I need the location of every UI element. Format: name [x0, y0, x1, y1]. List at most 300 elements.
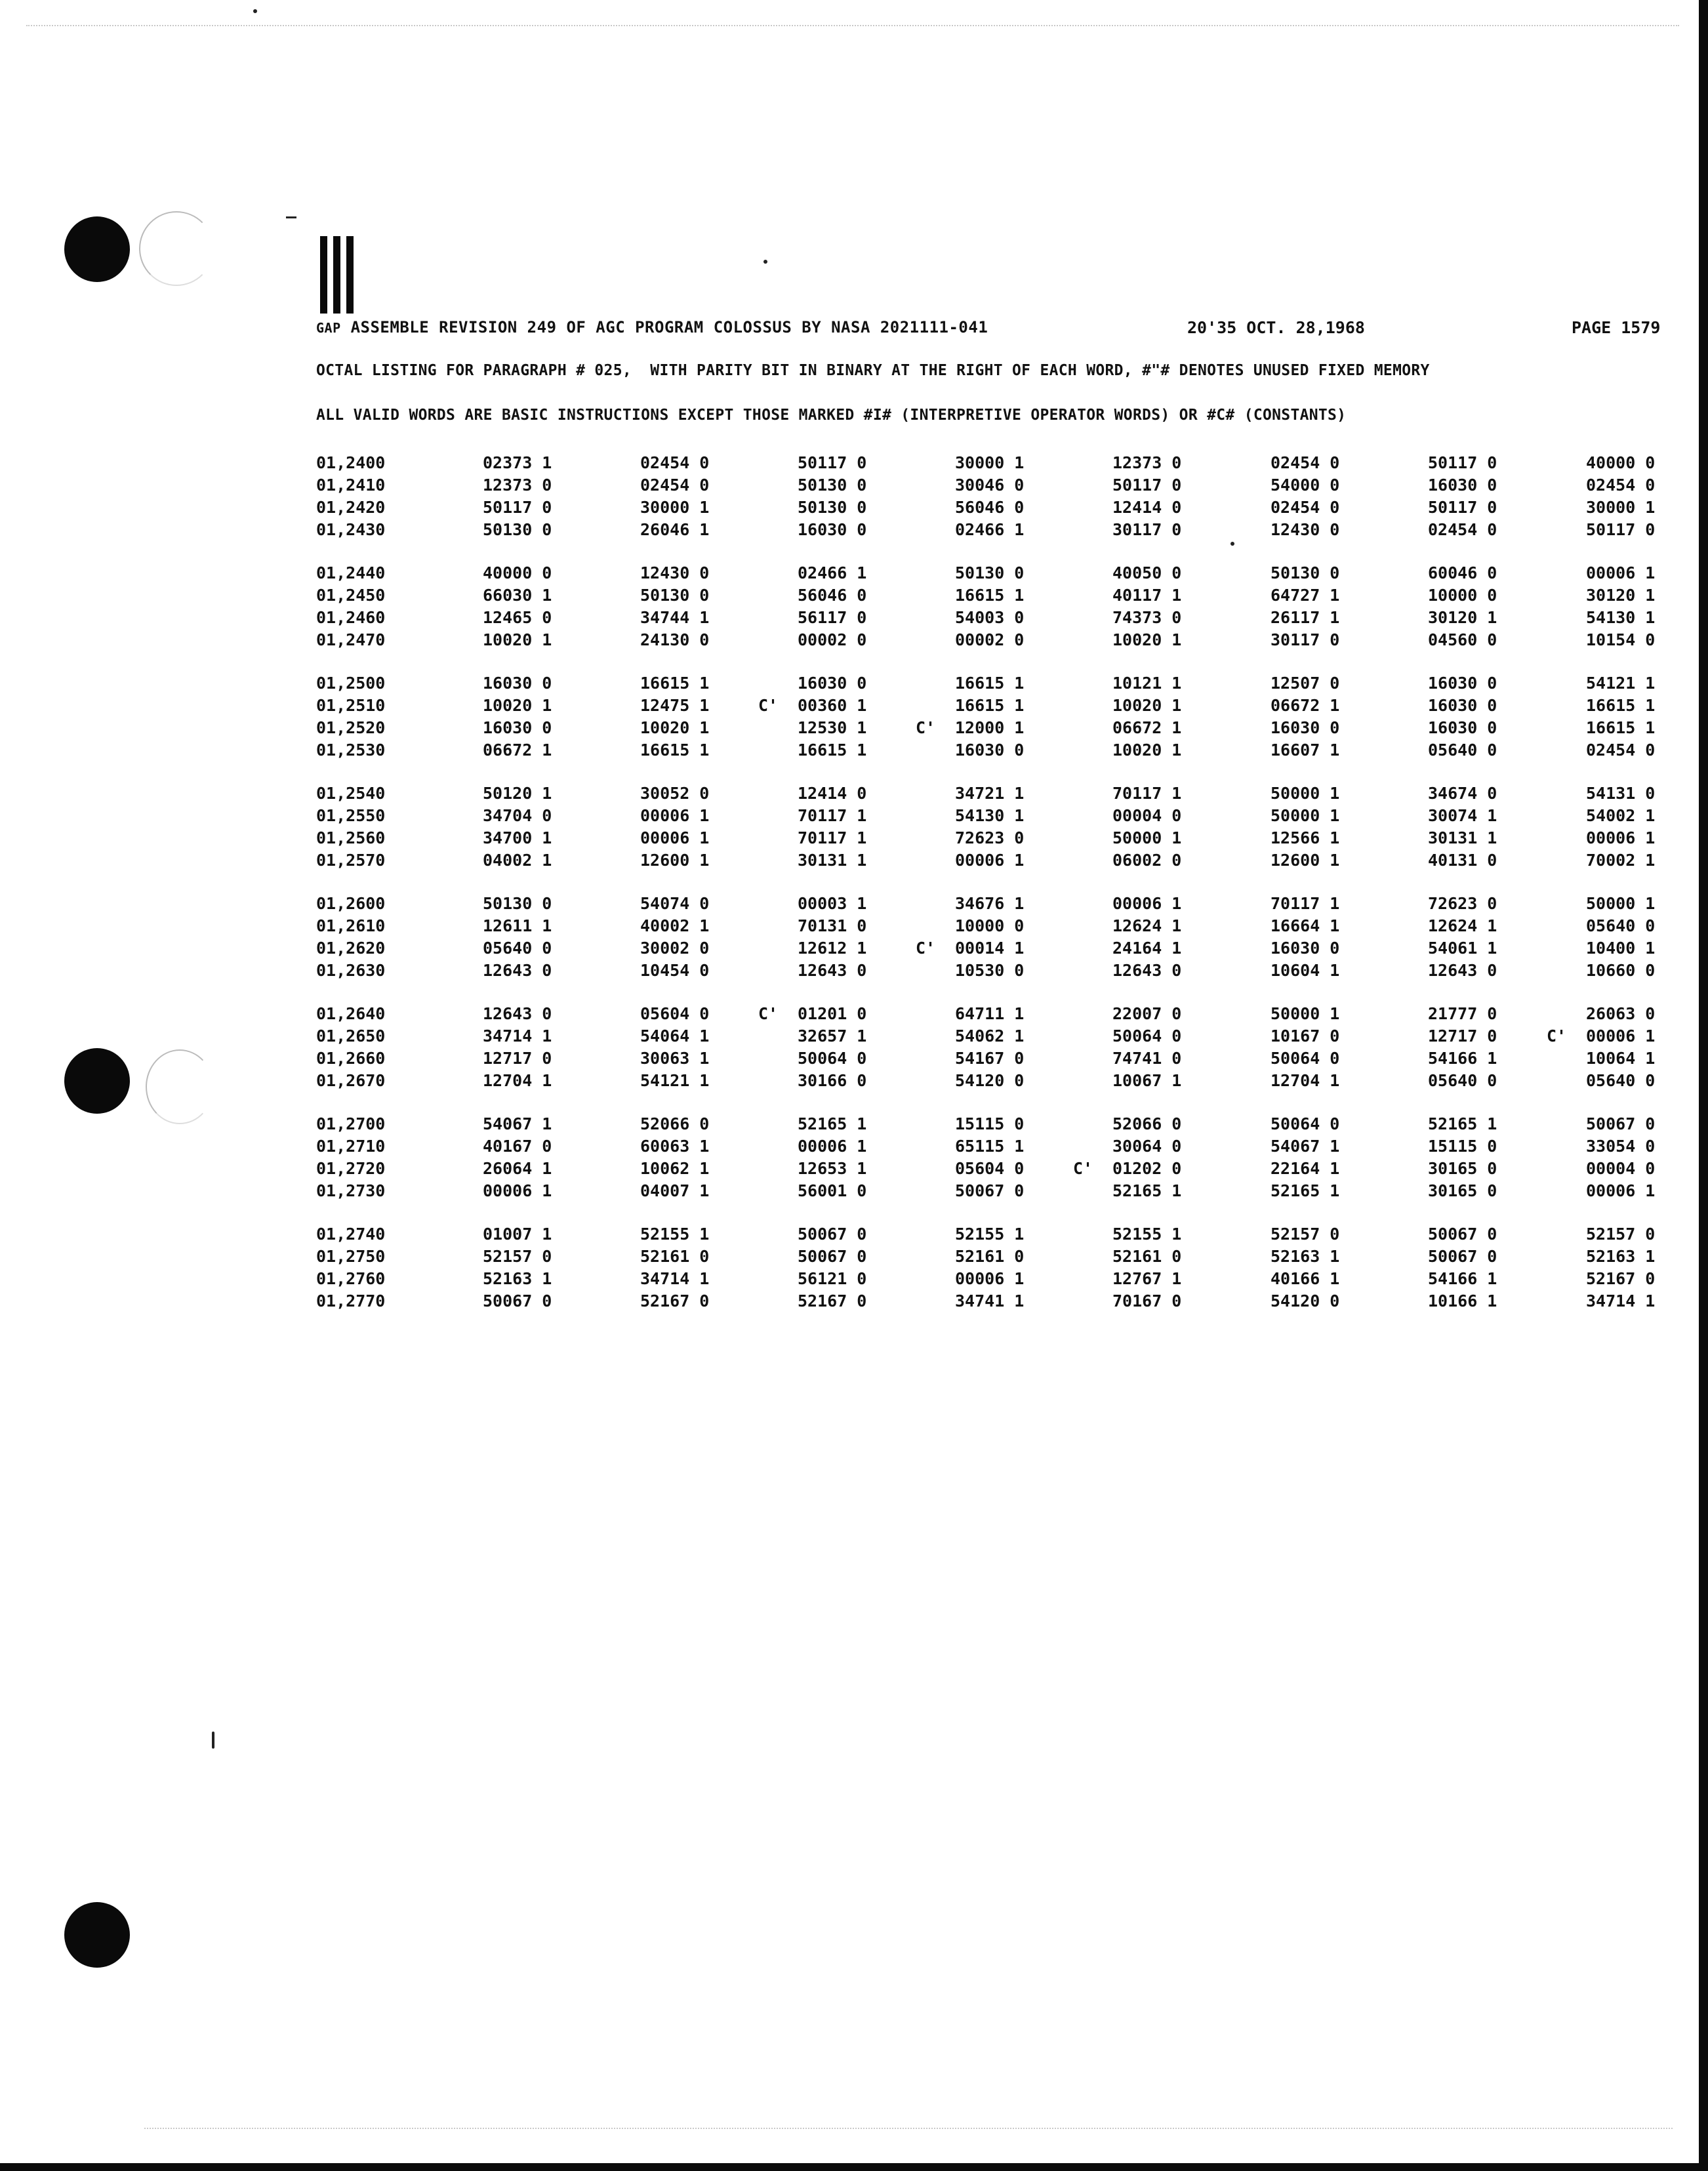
octal-word: 72623 0 — [955, 828, 1025, 847]
octal-word: 10020 1 — [1112, 696, 1182, 715]
scan-edge-bottom — [144, 2128, 1673, 2129]
octal-word: 52157 0 — [1586, 1225, 1656, 1244]
octal-word: 52167 0 — [1586, 1269, 1656, 1288]
octal-word: 30052 0 — [640, 784, 710, 803]
memory-address: 01,2650 — [316, 1026, 386, 1045]
octal-word: 16030 0 — [955, 741, 1025, 760]
octal-word: 40002 1 — [640, 916, 710, 935]
octal-word: 06002 0 — [1112, 851, 1182, 870]
octal-word: 12624 1 — [1112, 916, 1182, 935]
octal-word: 50000 1 — [1271, 784, 1340, 803]
octal-word: 52163 1 — [1586, 1247, 1656, 1266]
octal-word: 30000 1 — [640, 498, 710, 517]
octal-word: 02454 0 — [1428, 520, 1497, 539]
octal-word: 00004 0 — [1586, 1159, 1656, 1178]
octal-word: 05640 0 — [1428, 741, 1497, 760]
octal-word: 10067 1 — [1112, 1071, 1182, 1090]
octal-word: 16615 1 — [955, 674, 1025, 693]
octal-word: 05640 0 — [1428, 1071, 1497, 1090]
octal-word: 12373 0 — [483, 476, 552, 495]
octal-word: 34674 0 — [1428, 784, 1497, 803]
octal-word: 52155 1 — [955, 1225, 1025, 1244]
octal-word: 54120 0 — [955, 1071, 1025, 1090]
octal-word: 56046 0 — [798, 586, 867, 605]
octal-word: 34700 1 — [483, 828, 552, 847]
octal-word: 50130 0 — [483, 894, 552, 913]
octal-word: 02454 0 — [1271, 498, 1340, 517]
octal-word: 12704 1 — [1271, 1071, 1340, 1090]
octal-word: 50117 0 — [1428, 498, 1497, 517]
octal-word: 40166 1 — [1271, 1269, 1340, 1288]
octal-word: 10062 1 — [640, 1159, 710, 1178]
assembly-timestamp: 20'35 OCT. 28,1968 — [1187, 318, 1365, 337]
octal-word: 50117 0 — [1586, 520, 1656, 539]
octal-word: 32657 1 — [798, 1026, 867, 1045]
octal-word: 12643 0 — [1112, 961, 1182, 980]
octal-word: 16615 1 — [1586, 696, 1656, 715]
scan-edge-top — [26, 25, 1679, 26]
octal-word: 54061 1 — [1428, 939, 1497, 958]
octal-word: 16615 1 — [1586, 718, 1656, 737]
octal-word: 12612 1 — [798, 939, 867, 958]
octal-word: 10020 1 — [483, 696, 552, 715]
octal-word: 12643 0 — [1428, 961, 1497, 980]
octal-word: 01202 0 — [1112, 1159, 1182, 1178]
octal-word: 70117 1 — [1271, 894, 1340, 913]
memory-address: 01,2420 — [316, 498, 386, 517]
memory-address: 01,2430 — [316, 520, 386, 539]
octal-word: 50064 0 — [1112, 1026, 1182, 1045]
octal-word: 52165 1 — [1112, 1181, 1182, 1200]
octal-word: 54131 0 — [1586, 784, 1656, 803]
scan-speck — [212, 1732, 214, 1749]
octal-word: 52163 1 — [483, 1269, 552, 1288]
octal-word: 30165 0 — [1428, 1159, 1497, 1178]
memory-address: 01,2410 — [316, 476, 386, 495]
octal-word: 54074 0 — [640, 894, 710, 913]
octal-word: 64711 1 — [955, 1004, 1025, 1023]
octal-word: 30063 1 — [640, 1049, 710, 1068]
octal-word: 02466 1 — [798, 563, 867, 582]
scan-speck — [763, 260, 767, 264]
octal-word: 00002 0 — [955, 630, 1025, 649]
octal-word: 54121 1 — [640, 1071, 710, 1090]
octal-word: 30002 0 — [640, 939, 710, 958]
octal-word: 54067 1 — [483, 1114, 552, 1133]
octal-word: 16615 1 — [798, 741, 867, 760]
memory-address: 01,2520 — [316, 718, 386, 737]
octal-word: 50067 0 — [483, 1291, 552, 1310]
octal-word: 12566 1 — [1271, 828, 1340, 847]
octal-word: 16030 0 — [1428, 718, 1497, 737]
octal-word: 12624 1 — [1428, 916, 1497, 935]
octal-word: 12643 0 — [483, 961, 552, 980]
octal-word: 52167 0 — [640, 1291, 710, 1310]
octal-word: 06672 1 — [1271, 696, 1340, 715]
octal-word: 40167 0 — [483, 1137, 552, 1156]
octal-word: 50130 0 — [640, 586, 710, 605]
octal-word: 04560 0 — [1428, 630, 1497, 649]
octal-word: 00006 1 — [955, 1269, 1025, 1288]
octal-word: 04007 1 — [640, 1181, 710, 1200]
octal-word: 26117 1 — [1271, 608, 1340, 627]
octal-word: 50130 0 — [483, 520, 552, 539]
octal-word: 12000 1 — [955, 718, 1025, 737]
octal-word: 54120 0 — [1271, 1291, 1340, 1310]
octal-word: 02454 0 — [1586, 741, 1656, 760]
octal-word: 30000 1 — [1586, 498, 1656, 517]
octal-word: 10020 1 — [640, 718, 710, 737]
memory-address: 01,2710 — [316, 1137, 386, 1156]
octal-word: 04002 1 — [483, 851, 552, 870]
octal-word: 12530 1 — [798, 718, 867, 737]
octal-word: 00006 1 — [798, 1137, 867, 1156]
octal-word: 52167 0 — [798, 1291, 867, 1310]
memory-address: 01,2500 — [316, 674, 386, 693]
octal-word: 52165 1 — [1271, 1181, 1340, 1200]
octal-word: 12414 0 — [1112, 498, 1182, 517]
octal-word: 16615 1 — [955, 696, 1025, 715]
octal-word: 56001 0 — [798, 1181, 867, 1200]
octal-word: 70002 1 — [1586, 851, 1656, 870]
octal-word: 10604 1 — [1271, 961, 1340, 980]
octal-word: 50130 0 — [1271, 563, 1340, 582]
octal-word: 52163 1 — [1271, 1247, 1340, 1266]
octal-word: 34704 0 — [483, 806, 552, 825]
octal-word: 40000 0 — [1586, 453, 1656, 472]
assembly-title: ASSEMBLE REVISION 249 OF AGC PROGRAM COLOSSUS BY NASA 2021111-041 — [350, 318, 988, 336]
octal-word: 16615 1 — [640, 674, 710, 693]
octal-word: 00360 1 — [798, 696, 867, 715]
octal-word: 00006 1 — [1586, 1181, 1656, 1200]
octal-word: 50120 1 — [483, 784, 552, 803]
memory-address: 01,2640 — [316, 1004, 386, 1023]
octal-word: 54064 1 — [640, 1026, 710, 1045]
octal-word: 21777 0 — [1428, 1004, 1497, 1023]
octal-word: 34714 1 — [640, 1269, 710, 1288]
octal-word: 50000 1 — [1271, 1004, 1340, 1023]
octal-word: 00006 1 — [640, 828, 710, 847]
octal-word: 52157 0 — [1271, 1225, 1340, 1244]
octal-word: 10020 1 — [1112, 741, 1182, 760]
octal-word: 54062 1 — [955, 1026, 1025, 1045]
octal-word: 16030 0 — [1428, 476, 1497, 495]
octal-word: 12507 0 — [1271, 674, 1340, 693]
memory-address: 01,2530 — [316, 741, 386, 760]
octal-word: 54067 1 — [1271, 1137, 1340, 1156]
octal-word: 16030 0 — [483, 718, 552, 737]
punch-hole-middle — [64, 1048, 130, 1114]
octal-word: 10000 0 — [955, 916, 1025, 935]
octal-word: 54121 1 — [1586, 674, 1656, 693]
scan-speck — [1230, 542, 1234, 546]
memory-address: 01,2540 — [316, 784, 386, 803]
octal-word: 05640 0 — [1586, 1071, 1656, 1090]
octal-word: 74373 0 — [1112, 608, 1182, 627]
octal-word: 54003 0 — [955, 608, 1025, 627]
octal-word: 50130 0 — [955, 563, 1025, 582]
octal-word: 00006 1 — [955, 851, 1025, 870]
octal-word: 12600 1 — [640, 851, 710, 870]
octal-word: 26063 0 — [1586, 1004, 1656, 1023]
octal-word: 30120 1 — [1428, 608, 1497, 627]
octal-word: 15115 0 — [955, 1114, 1025, 1133]
octal-word: 50064 0 — [798, 1049, 867, 1068]
octal-word: 66030 1 — [483, 586, 552, 605]
octal-word: 00006 1 — [1586, 828, 1656, 847]
octal-word: 52161 0 — [1112, 1247, 1182, 1266]
listing-description: OCTAL LISTING FOR PARAGRAPH # 025, WITH PARITY BIT IN BINARY AT THE RIGHT OF EACH WORD, #"# DENOTES UNUSED FIXED MEMORY — [316, 362, 1430, 379]
memory-address: 01,2400 — [316, 453, 386, 472]
octal-word: 00004 0 — [1112, 806, 1182, 825]
page-number: PAGE 1579 — [1572, 318, 1661, 337]
octal-word: 02454 0 — [640, 453, 710, 472]
octal-word: 00006 1 — [1586, 563, 1656, 582]
octal-word: 70117 1 — [1112, 784, 1182, 803]
octal-word: 40000 0 — [483, 563, 552, 582]
octal-word: 70117 1 — [798, 828, 867, 847]
octal-word: 50130 0 — [798, 476, 867, 495]
octal-word: 06672 1 — [1112, 718, 1182, 737]
octal-word: 50000 1 — [1112, 828, 1182, 847]
octal-word: 16030 0 — [1428, 696, 1497, 715]
octal-word: 12430 0 — [1271, 520, 1340, 539]
scan-mark — [286, 216, 296, 218]
octal-word: 05640 0 — [1586, 916, 1656, 935]
octal-word: 10660 0 — [1586, 961, 1656, 980]
octal-word: 05604 0 — [640, 1004, 710, 1023]
octal-word: 12767 1 — [1112, 1269, 1182, 1288]
memory-address: 01,2620 — [316, 939, 386, 958]
punch-hole-top — [64, 216, 130, 282]
octal-word: 40050 0 — [1112, 563, 1182, 582]
octal-word: 02373 1 — [483, 453, 552, 472]
octal-word: 34714 1 — [1586, 1291, 1656, 1310]
octal-word: 12643 0 — [483, 1004, 552, 1023]
octal-word: 33054 0 — [1586, 1137, 1656, 1156]
memory-address: 01,2450 — [316, 586, 386, 605]
octal-word: 00006 1 — [640, 806, 710, 825]
octal-word: 12704 1 — [483, 1071, 552, 1090]
memory-address: 01,2660 — [316, 1049, 386, 1068]
octal-word: 30117 0 — [1112, 520, 1182, 539]
octal-word: 50130 0 — [798, 498, 867, 517]
octal-word: 16030 0 — [483, 674, 552, 693]
registration-bar — [333, 236, 340, 314]
octal-word: 22007 0 — [1112, 1004, 1182, 1023]
memory-address: 01,2600 — [316, 894, 386, 913]
octal-word: 74741 0 — [1112, 1049, 1182, 1068]
octal-word: 56117 0 — [798, 608, 867, 627]
octal-word: 40117 1 — [1112, 586, 1182, 605]
octal-word: 00006 1 — [1112, 894, 1182, 913]
octal-word: 64727 1 — [1271, 586, 1340, 605]
octal-word: 02454 0 — [640, 476, 710, 495]
octal-word: 05640 0 — [483, 939, 552, 958]
octal-word: 52161 0 — [955, 1247, 1025, 1266]
scan-speck — [253, 9, 257, 13]
octal-word: 12611 1 — [483, 916, 552, 935]
octal-word: 70167 0 — [1112, 1291, 1182, 1310]
constant-marker: C' — [758, 696, 779, 715]
octal-word: 10064 1 — [1586, 1049, 1656, 1068]
memory-address: 01,2460 — [316, 608, 386, 627]
memory-address: 01,2470 — [316, 630, 386, 649]
memory-address: 01,2570 — [316, 851, 386, 870]
octal-word: 56046 0 — [955, 498, 1025, 517]
octal-word: 26046 1 — [640, 520, 710, 539]
octal-word: 16030 0 — [1271, 939, 1340, 958]
octal-word: 10020 1 — [1112, 630, 1182, 649]
octal-word: 52155 1 — [640, 1225, 710, 1244]
octal-word: 06672 1 — [483, 741, 552, 760]
octal-word: 30120 1 — [1586, 586, 1656, 605]
octal-word: 54000 0 — [1271, 476, 1340, 495]
scan-border-bottom — [0, 2163, 1708, 2171]
octal-word: 54130 1 — [1586, 608, 1656, 627]
octal-word: 34721 1 — [955, 784, 1025, 803]
octal-word: 12414 0 — [798, 784, 867, 803]
octal-word: 70131 0 — [798, 916, 867, 935]
octal-word: 30117 0 — [1271, 630, 1340, 649]
octal-word: 50117 0 — [483, 498, 552, 517]
octal-word: 34714 1 — [483, 1026, 552, 1045]
octal-word: 72623 0 — [1428, 894, 1497, 913]
octal-word: 30074 1 — [1428, 806, 1497, 825]
octal-word: 52157 0 — [483, 1247, 552, 1266]
memory-address: 01,2760 — [316, 1269, 386, 1288]
octal-word: 30064 0 — [1112, 1137, 1182, 1156]
octal-word: 16615 1 — [640, 741, 710, 760]
registration-bars — [320, 236, 354, 314]
octal-word: 50117 0 — [798, 453, 867, 472]
octal-word: 30131 1 — [1428, 828, 1497, 847]
octal-word: 30046 0 — [955, 476, 1025, 495]
octal-word: 10166 1 — [1428, 1291, 1497, 1310]
octal-word: 34744 1 — [640, 608, 710, 627]
octal-word: 52165 1 — [798, 1114, 867, 1133]
punch-hole-ring-middle — [146, 1049, 214, 1124]
octal-word: 12653 1 — [798, 1159, 867, 1178]
octal-word: 10167 0 — [1271, 1026, 1340, 1045]
octal-word: 12373 0 — [1112, 453, 1182, 472]
octal-word: 52066 0 — [640, 1114, 710, 1133]
octal-word: 10000 0 — [1428, 586, 1497, 605]
octal-word: 01007 1 — [483, 1225, 552, 1244]
memory-address: 01,2730 — [316, 1181, 386, 1200]
octal-word: 52066 0 — [1112, 1114, 1182, 1133]
octal-word: 16030 0 — [1428, 674, 1497, 693]
octal-word: 00003 1 — [798, 894, 867, 913]
octal-word: 16030 0 — [1271, 718, 1340, 737]
octal-word: 12465 0 — [483, 608, 552, 627]
listing-header-title — [316, 318, 988, 336]
octal-word: 02454 0 — [1586, 476, 1656, 495]
memory-address: 01,2560 — [316, 828, 386, 847]
punch-hole-ring-top — [139, 211, 214, 286]
octal-word: 54167 0 — [955, 1049, 1025, 1068]
octal-word: 10454 0 — [640, 961, 710, 980]
memory-address: 01,2550 — [316, 806, 386, 825]
octal-word: 50067 0 — [1586, 1114, 1656, 1133]
octal-word: 16607 1 — [1271, 741, 1340, 760]
memory-address: 01,2770 — [316, 1291, 386, 1310]
octal-word: 12643 0 — [798, 961, 867, 980]
octal-word: 00006 1 — [1586, 1026, 1656, 1045]
octal-word: 50064 0 — [1271, 1049, 1340, 1068]
octal-word: 24130 0 — [640, 630, 710, 649]
octal-word: 22164 1 — [1271, 1159, 1340, 1178]
memory-address: 01,2630 — [316, 961, 386, 980]
constant-marker: C' — [916, 939, 936, 958]
octal-word: 12430 0 — [640, 563, 710, 582]
octal-word: 70117 1 — [798, 806, 867, 825]
memory-address: 01,2700 — [316, 1114, 386, 1133]
registration-bar — [346, 236, 354, 314]
octal-word: 00014 1 — [955, 939, 1025, 958]
octal-word: 10121 1 — [1112, 674, 1182, 693]
constant-marker: C' — [758, 1004, 779, 1023]
scan-border-right — [1699, 0, 1708, 2171]
memory-address: 01,2610 — [316, 916, 386, 935]
octal-word: 30166 0 — [798, 1071, 867, 1090]
octal-word: 50117 0 — [1428, 453, 1497, 472]
octal-word: 10400 1 — [1586, 939, 1656, 958]
octal-word: 12717 0 — [483, 1049, 552, 1068]
octal-word: 12600 1 — [1271, 851, 1340, 870]
octal-word: 54166 1 — [1428, 1269, 1497, 1288]
octal-word: 12717 0 — [1428, 1026, 1497, 1045]
punch-hole-bottom — [64, 1902, 130, 1968]
octal-word: 60046 0 — [1428, 563, 1497, 582]
octal-word: 50067 0 — [798, 1225, 867, 1244]
octal-word: 16030 0 — [798, 520, 867, 539]
octal-word: 60063 1 — [640, 1137, 710, 1156]
octal-word: 54130 1 — [955, 806, 1025, 825]
octal-word: 00002 0 — [798, 630, 867, 649]
memory-address: 01,2750 — [316, 1247, 386, 1266]
octal-word: 56121 0 — [798, 1269, 867, 1288]
octal-word: 50067 0 — [798, 1247, 867, 1266]
octal-word: 30131 1 — [798, 851, 867, 870]
memory-address: 01,2510 — [316, 696, 386, 715]
octal-word: 52165 1 — [1428, 1114, 1497, 1133]
octal-word: 16030 0 — [798, 674, 867, 693]
octal-word: 02466 1 — [955, 520, 1025, 539]
octal-word: 50067 0 — [1428, 1247, 1497, 1266]
registration-bar — [320, 236, 327, 314]
octal-word: 10020 1 — [483, 630, 552, 649]
octal-word: 34741 1 — [955, 1291, 1025, 1310]
octal-word: 50067 0 — [1428, 1225, 1497, 1244]
octal-word: 52155 1 — [1112, 1225, 1182, 1244]
octal-word: 10154 0 — [1586, 630, 1656, 649]
octal-word: 54166 1 — [1428, 1049, 1497, 1068]
octal-word: 10530 0 — [955, 961, 1025, 980]
constant-marker: C' — [1073, 1159, 1093, 1178]
constant-marker: C' — [1547, 1026, 1567, 1045]
listing-prefix: GAP — [316, 320, 341, 336]
octal-word: 05604 0 — [955, 1159, 1025, 1178]
octal-word: 02454 0 — [1271, 453, 1340, 472]
memory-address: 01,2720 — [316, 1159, 386, 1178]
octal-word: 24164 1 — [1112, 939, 1182, 958]
octal-word: 50000 1 — [1586, 894, 1656, 913]
octal-word: 30000 1 — [955, 453, 1025, 472]
octal-word: 00006 1 — [483, 1181, 552, 1200]
octal-word: 54002 1 — [1586, 806, 1656, 825]
memory-address: 01,2670 — [316, 1071, 386, 1090]
